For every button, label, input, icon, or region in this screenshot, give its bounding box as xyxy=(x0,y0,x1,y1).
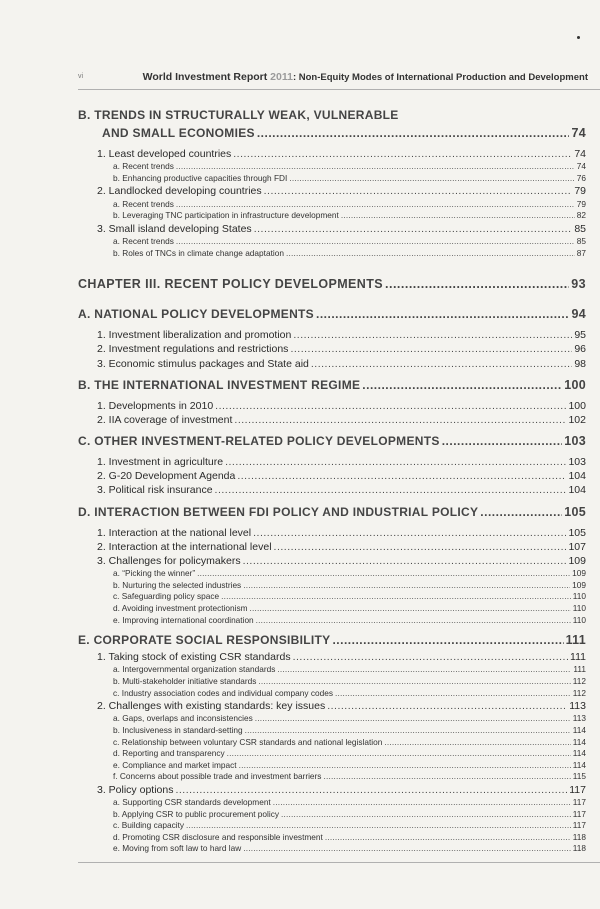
toc-subentry[interactable]: c. Safeguarding policy space ..... 110 xyxy=(78,591,586,603)
toc-entry[interactable]: 2. Landlocked developing countries ..... 79 xyxy=(78,184,586,198)
running-header xyxy=(78,66,600,88)
toc-subentry[interactable]: a. Intergovernmental organization standards ..... 111 xyxy=(78,664,586,676)
toc-entry[interactable]: 3. Political risk insurance ..... 104 xyxy=(78,483,586,497)
toc-subentry[interactable]: a. Recent trends ..... 79 xyxy=(78,199,586,211)
toc-section-heading[interactable]: C. OTHER INVESTMENT-RELATED POLICY DEVELOPMENTS ..... 103 xyxy=(78,431,586,451)
toc-subentry[interactable]: c. Relationship between voluntary CSR standards and national legislation ..... 114 xyxy=(78,737,586,749)
toc-subentry[interactable]: b. Roles of TNCs in climate change adaptation ..... 87 xyxy=(78,248,586,260)
toc-subentry[interactable]: f. Concerns about possible trade and investment barriers ..... 115 xyxy=(78,771,586,783)
table-of-contents xyxy=(78,108,586,855)
toc-subentry[interactable]: b. Applying CSR to public procurement policy ..... 117 xyxy=(78,809,586,821)
dot-leader xyxy=(385,273,569,295)
toc-entry[interactable]: 3. Policy options ..... 117 xyxy=(78,783,586,797)
dot-leader xyxy=(257,123,570,143)
toc-entry[interactable]: 1. Developments in 2010 ..... 100 xyxy=(78,399,586,413)
toc-section-heading[interactable]: E. CORPORATE SOCIAL RESPONSIBILITY ..... 111 xyxy=(78,630,586,650)
toc-entry[interactable]: 1. Investment liberalization and promotion ..... 95 xyxy=(78,328,586,342)
toc-subentry[interactable]: b. Inclusiveness in standard-setting ..... 114 xyxy=(78,725,586,737)
toc-section-heading[interactable]: D. INTERACTION BETWEEN FDI POLICY AND INDUSTRIAL POLICY ..... 105 xyxy=(78,502,586,522)
scan-speck xyxy=(577,36,580,39)
toc-section-heading[interactable]: B. THE INTERNATIONAL INVESTMENT REGIME ..... 100 xyxy=(78,375,586,395)
toc-entry[interactable]: 3. Small island developing States ..... 85 xyxy=(78,222,586,236)
toc-entry[interactable]: 2. IIA coverage of investment ..... 102 xyxy=(78,413,586,427)
page-number: vi xyxy=(78,73,84,80)
toc-entry[interactable]: 1. Interaction at the national level ..... 105 xyxy=(78,526,586,540)
toc-subentry[interactable]: b. Multi-stakeholder initiative standards ..... 112 xyxy=(78,676,586,688)
toc-subentry[interactable]: a. Supporting CSR standards development ..... 117 xyxy=(78,797,586,809)
toc-entry[interactable]: 3. Challenges for policymakers ..... 109 xyxy=(78,554,586,568)
toc-subentry[interactable]: d. Reporting and transparency ..... 114 xyxy=(78,748,586,760)
toc-subentry[interactable]: a. Gaps, overlaps and inconsistencies ..... 113 xyxy=(78,713,586,725)
toc-subentry[interactable]: e. Compliance and market impact ..... 114 xyxy=(78,760,586,772)
toc-subentry[interactable]: e. Moving from soft law to hard law ..... 118 xyxy=(78,843,586,855)
toc-entry[interactable]: 2. Interaction at the international level ..... 107 xyxy=(78,540,586,554)
toc-subentry[interactable]: a. Recent trends ..... 74 xyxy=(78,161,586,173)
toc-entry[interactable]: 2. Investment regulations and restrictions ..... 96 xyxy=(78,342,586,356)
toc-section-heading[interactable]: B. TRENDS IN STRUCTURALLY WEAK, VULNERABLE xyxy=(78,108,399,122)
toc-entry[interactable]: 1. Least developed countries ..... 74 xyxy=(78,147,586,161)
toc-entry[interactable]: 3. Economic stimulus packages and State aid ..... 98 xyxy=(78,357,586,371)
toc-entry[interactable]: 2. G-20 Development Agenda ..... 104 xyxy=(78,469,586,483)
header-rule xyxy=(78,89,600,90)
report-title: World Investment Report 2011: Non-Equity Modes of International Production and Development xyxy=(142,71,588,83)
toc-subentry[interactable]: d. Avoiding investment protectionism ..... 110 xyxy=(78,603,586,615)
toc-entry[interactable]: 1. Investment in agriculture ..... 103 xyxy=(78,455,586,469)
toc-entry[interactable]: 2. Challenges with existing standards: key issues ..... 113 xyxy=(78,699,586,713)
toc-subentry[interactable]: a. “Picking the winner” ..... 109 xyxy=(78,568,586,580)
toc-subentry[interactable]: a. Recent trends ..... 85 xyxy=(78,236,586,248)
toc-entry[interactable]: 1. Taking stock of existing CSR standards ..... 111 xyxy=(78,650,586,664)
footer-rule xyxy=(78,862,600,863)
toc-subentry[interactable]: c. Building capacity ..... 117 xyxy=(78,820,586,832)
toc-subentry[interactable]: c. Industry association codes and individual company codes ..... 112 xyxy=(78,688,586,700)
toc-subentry[interactable]: b. Nurturing the selected industries ..... 109 xyxy=(78,580,586,592)
toc-subentry[interactable]: e. Improving international coordination ..... 110 xyxy=(78,615,586,627)
toc-subentry[interactable]: d. Promoting CSR disclosure and responsible investment ..... 118 xyxy=(78,832,586,844)
toc-chapter-heading[interactable]: CHAPTER III. RECENT POLICY DEVELOPMENTS ..... 93 xyxy=(78,273,586,295)
toc-subentry[interactable]: b. Leveraging TNC participation in infrastructure development ..... 82 xyxy=(78,210,586,222)
toc-section-heading[interactable]: A. NATIONAL POLICY DEVELOPMENTS ..... 94 xyxy=(78,304,586,324)
toc-section-heading[interactable]: AND SMALL ECONOMIES ..... 74 xyxy=(78,123,586,143)
toc-subentry[interactable]: b. Enhancing productive capacities through FDI ..... 76 xyxy=(78,173,586,185)
